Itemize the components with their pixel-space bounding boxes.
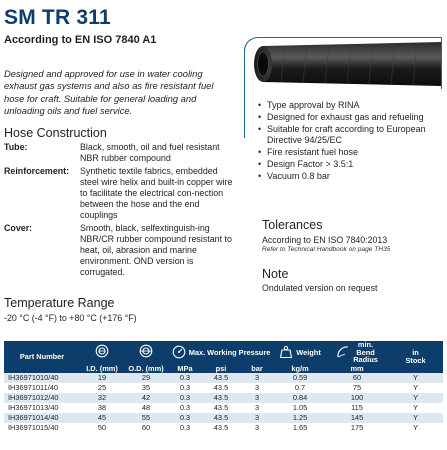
id-cell: 32 <box>80 393 124 403</box>
feature-item: • Designed for exhaust gas and refueling <box>258 112 444 123</box>
psi-cell: 43.5 <box>202 383 240 393</box>
hose-image <box>245 38 441 90</box>
weight-cell: 0.84 <box>274 393 326 403</box>
mpa-unit: MPa <box>168 364 202 373</box>
construction-row-cover <box>4 223 236 278</box>
mpa-cell: 0.3 <box>168 403 202 413</box>
weight-cell: 1.05 <box>274 403 326 413</box>
intro-text: Designed and approved for use in water cooling exhaust gas systems and also as fire resistant fuel hose for craft. Suitable for general loading and unloading oils and fuel service. <box>4 68 214 117</box>
od-cell: 48 <box>124 403 168 413</box>
product-title: SM TR 311 <box>4 6 111 29</box>
id-cell: 25 <box>80 383 124 393</box>
tolerances-reference: Refer to Technical Handbook on page TH35 <box>262 246 391 253</box>
bend-radius-icon <box>336 345 350 359</box>
psi-cell: 43.5 <box>202 413 240 423</box>
id-cell: 38 <box>80 403 124 413</box>
outer-diameter-icon <box>139 344 153 358</box>
weight-icon <box>279 345 293 359</box>
construction-text: Black, smooth, oil and fuel resistant NBR rubber compound <box>80 142 220 163</box>
weight-header <box>274 341 326 364</box>
part-cell: IH36971013/40 <box>4 403 80 413</box>
radius-cell: 100 <box>326 393 388 403</box>
od-icon-header <box>124 341 168 364</box>
construction-list <box>4 142 236 280</box>
bar-cell: 3 <box>240 393 274 403</box>
construction-label: Reinforcement: <box>4 166 70 176</box>
part-number-header: Part Number <box>4 341 80 373</box>
stock-cell: Y <box>388 413 443 423</box>
od-cell: 60 <box>124 423 168 433</box>
bar-cell: 3 <box>240 413 274 423</box>
temperature-heading: Temperature Range <box>4 296 115 310</box>
part-cell: IH36971015/40 <box>4 423 80 433</box>
stock-cell: Y <box>388 423 443 433</box>
stock-header <box>388 341 443 373</box>
bar-unit: bar <box>240 364 274 373</box>
product-image-panel <box>244 37 442 89</box>
table-row <box>4 383 443 393</box>
feature-item: • Design Factor > 3.5:1 <box>258 159 444 170</box>
bar-cell: 3 <box>240 423 274 433</box>
part-cell: IH36971012/40 <box>4 393 80 403</box>
feature-list <box>258 100 444 183</box>
bend-radius-label-1: min. <box>357 340 374 349</box>
construction-heading: Hose Construction <box>4 126 107 140</box>
weight-cell: 1.65 <box>274 423 326 433</box>
weight-cell: 1.25 <box>274 413 326 423</box>
feature-item: • Vacuum 0.8 bar <box>258 171 444 182</box>
tolerances-heading: Tolerances <box>262 218 323 232</box>
radius-cell: 175 <box>326 423 388 433</box>
stock-cell: Y <box>388 403 443 413</box>
stock-cell: Y <box>388 393 443 403</box>
spec-table <box>4 341 443 433</box>
construction-row-tube <box>4 142 236 164</box>
construction-row-reinforcement <box>4 166 236 221</box>
id-cell: 45 <box>80 413 124 423</box>
id-cell: 19 <box>80 373 124 383</box>
stock-cell: Y <box>388 373 443 383</box>
construction-label: Cover: <box>4 223 33 233</box>
table-row <box>4 373 443 383</box>
construction-text: Smooth, black, selfextinguish-ing NBR/CR rubber compound resistant to heat, oil, abrasion and marine environment. OND version is corrugated. <box>80 223 232 277</box>
psi-cell: 43.5 <box>202 393 240 403</box>
bend-radius-label-3: Radius <box>353 355 378 365</box>
construction-label: Tube: <box>4 142 28 152</box>
id-icon-header <box>80 341 124 364</box>
psi-cell: 43.5 <box>202 403 240 413</box>
od-cell: 29 <box>124 373 168 383</box>
psi-unit: psi <box>202 364 240 373</box>
mpa-cell: 0.3 <box>168 383 202 393</box>
id-unit: I.D. (mm) <box>80 364 124 373</box>
stock-label-2: Stock <box>405 355 426 365</box>
radius-cell: 145 <box>326 413 388 423</box>
radius-cell: 115 <box>326 403 388 413</box>
part-cell: IH36971014/40 <box>4 413 80 423</box>
bar-cell: 3 <box>240 373 274 383</box>
stock-cell: Y <box>388 383 443 393</box>
product-subtitle: According to EN ISO 7840 A1 <box>4 34 157 46</box>
bar-cell: 3 <box>240 403 274 413</box>
weight-label: Weight <box>296 347 321 357</box>
radius-cell: 75 <box>326 383 388 393</box>
od-unit: O.D. (mm) <box>124 364 168 373</box>
feature-item: • Suitable for craft according to European Directive 94/25/EC <box>258 124 444 146</box>
note-heading: Note <box>262 267 289 281</box>
construction-text: Synthetic textile fabrics, embedded steel wire helix and built-in copper wire to facilitate the electrical con-nection between the hose and the end couplings <box>80 166 233 220</box>
mpa-cell: 0.3 <box>168 393 202 403</box>
mpa-cell: 0.3 <box>168 373 202 383</box>
table-row <box>4 393 443 403</box>
id-cell: 50 <box>80 423 124 433</box>
table-row <box>4 403 443 413</box>
part-cell: IH36971011/40 <box>4 383 80 393</box>
mpa-cell: 0.3 <box>168 413 202 423</box>
table-row <box>4 413 443 423</box>
max-pressure-header <box>168 341 274 364</box>
feature-item: • Type approval by RINA <box>258 100 444 111</box>
note-text: Ondulated version on request <box>262 283 378 293</box>
bend-radius-label-2: Bend <box>356 347 375 357</box>
part-cell: IH36971010/40 <box>4 373 80 383</box>
pressure-gauge-icon <box>172 345 186 359</box>
bar-cell: 3 <box>240 383 274 393</box>
radius-unit: mm <box>326 364 388 373</box>
tolerances-text: According to EN ISO 7840:2013 <box>262 235 388 245</box>
feature-item: • Fire resistant fuel hose <box>258 147 444 158</box>
od-cell: 42 <box>124 393 168 403</box>
weight-unit: kg/m <box>274 364 326 373</box>
weight-cell: 0.7 <box>274 383 326 393</box>
inner-diameter-icon <box>95 344 109 358</box>
weight-cell: 0.59 <box>274 373 326 383</box>
bend-radius-header <box>326 341 388 364</box>
stock-label-1: in <box>412 348 419 358</box>
od-cell: 35 <box>124 383 168 393</box>
psi-cell: 43.5 <box>202 373 240 383</box>
psi-cell: 43.5 <box>202 423 240 433</box>
radius-cell: 60 <box>326 373 388 383</box>
od-cell: 55 <box>124 413 168 423</box>
temperature-text: -20 °C (-4 °F) to +80 °C (+176 °F) <box>4 313 137 323</box>
table-row <box>4 423 443 433</box>
mpa-cell: 0.3 <box>168 423 202 433</box>
max-pressure-label: Max. Working Pressure <box>188 347 271 357</box>
